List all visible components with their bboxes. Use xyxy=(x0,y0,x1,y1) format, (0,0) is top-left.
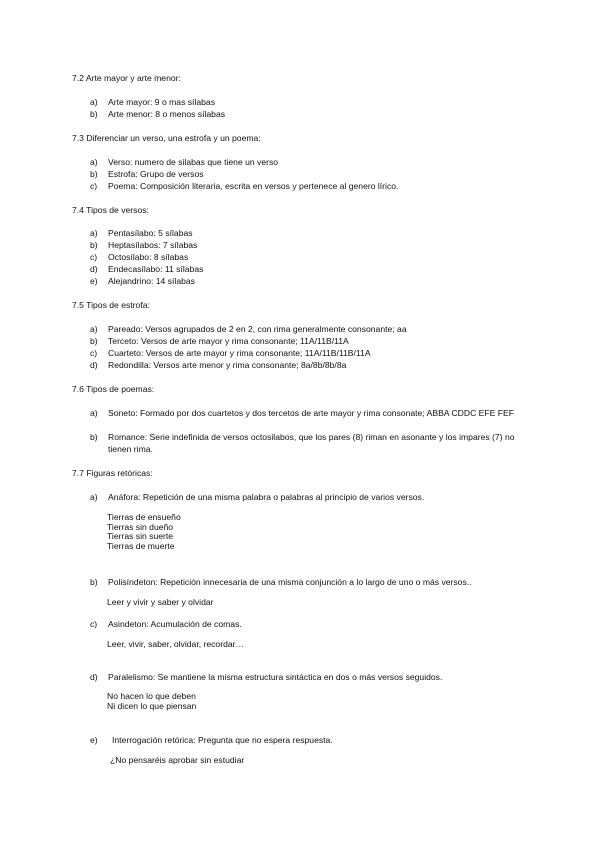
list-marker: b) xyxy=(90,336,98,346)
list-marker: a) xyxy=(90,492,98,502)
list-marker: d) xyxy=(90,672,98,682)
list-marker: b) xyxy=(90,169,98,179)
list-text: Asindeton: Acumulación de comas. xyxy=(108,619,242,629)
verse-line: Ni dicen lo que piensan xyxy=(107,700,197,711)
list-text: Anáfora: Repetición de una misma palabra o palabras al principio de varios versos. xyxy=(108,492,425,502)
list-marker: c) xyxy=(90,348,98,358)
list-item xyxy=(90,359,530,371)
list-text: Soneto: Formado por dos cuartetos y dos tercetos de arte mayor y rima consonate; ABBA CDDC EFE FEF xyxy=(108,408,514,418)
list-marker: d) xyxy=(90,360,98,370)
list-item xyxy=(90,576,530,588)
list-item xyxy=(90,108,530,120)
verse-line: No hacen lo que deben xyxy=(107,691,196,701)
list-marker: e) xyxy=(90,276,98,286)
list-text: Verso: numero de silabas que tiene un verso xyxy=(108,157,279,167)
list-item xyxy=(90,671,530,683)
section-heading: 7.6 Tipos de poemas: xyxy=(72,384,155,394)
list-marker: e) xyxy=(90,735,98,745)
list-marker: a) xyxy=(90,408,98,418)
list-item xyxy=(90,227,530,239)
list-text: Cuarteto: Versos de arte mayor y rima consonante; 11A/11B/11B/11A xyxy=(108,348,371,358)
list-text: Terceto: Versos de arte mayor y rima consonante; 11A/11B/11A xyxy=(108,336,349,346)
list-text: Poema: Composición literaria, escrita en versos y pertenece al genero lírico. xyxy=(108,181,399,191)
section-heading: 7.2 Arte mayor y arte menor: xyxy=(72,73,181,83)
list-text: Redondilla: Versos arte menor y rima consonante; 8a/8b/8b/8a xyxy=(108,360,347,370)
verse-line: ¿No pensaréis aprobar sin estudiar xyxy=(110,755,245,765)
section-heading: 7.7 Figuras retóricas: xyxy=(72,468,153,478)
example-verses xyxy=(110,756,244,766)
list-text: Pentasílabo: 5 sílabas xyxy=(108,228,193,238)
list-text: Octosílabo: 8 sílabas xyxy=(108,252,189,262)
list-text: Arte menor: 8 o menos sílabas xyxy=(108,109,226,119)
example-verses xyxy=(107,513,181,552)
verse-line: Tierras sin dueño xyxy=(107,521,174,532)
list-item xyxy=(90,96,530,108)
list-item xyxy=(90,239,530,251)
list-text: Endecasílabo: 11 sílabas xyxy=(108,264,204,274)
list-marker: b) xyxy=(90,577,98,587)
section-heading: 7.4 Tipos de versos: xyxy=(72,205,149,215)
list-text: Paralelismo: Se mantiene la misma estructura sintáctica en dos o más versos seguidos. xyxy=(108,672,443,682)
list-item xyxy=(90,263,530,275)
list-text: Arte mayor: 9 o mas sílabas xyxy=(108,97,215,107)
list-item xyxy=(90,275,530,287)
list-marker: a) xyxy=(90,324,98,334)
example-verses xyxy=(107,598,214,608)
list-marker: b) xyxy=(90,240,98,250)
verse-line: Leer y vivir y saber y olvidar xyxy=(107,597,214,607)
list-item xyxy=(90,407,530,419)
verse-line: Tierras sin suerte xyxy=(107,531,174,542)
list-marker: c) xyxy=(90,619,98,629)
verse-line: Tierras de ensueño xyxy=(107,512,181,522)
list-marker: c) xyxy=(90,181,98,191)
list-item xyxy=(90,156,530,168)
list-text: Pareado: Versos agrupados de 2 en 2, con rima generalmente consonante; aa xyxy=(108,324,407,334)
list-text: Estrofa: Grupo de versos xyxy=(108,169,204,179)
list-item xyxy=(90,251,530,263)
list-text: Alejandrino: 14 sílabas xyxy=(108,276,195,286)
list-text: Heptasílabos: 7 sílabas xyxy=(108,240,198,250)
verse-line: Tierras de muerte xyxy=(107,541,175,552)
example-verses xyxy=(107,692,196,711)
list-marker: a) xyxy=(90,228,98,238)
list-item xyxy=(90,323,530,335)
section-heading: 7.5 Tipos de estrofa: xyxy=(72,300,150,310)
list-item xyxy=(90,734,530,746)
example-verses xyxy=(107,640,244,650)
list-item xyxy=(90,168,530,180)
section-heading: 7.3 Diferenciar un verso, una estrofa y un poema: xyxy=(72,133,261,143)
list-marker: b) xyxy=(90,109,98,119)
list-item xyxy=(90,618,530,630)
list-item xyxy=(90,335,530,347)
list-item xyxy=(90,180,530,192)
list-text: Polisíndeton: Repetición innecesaria de una misma conjunción a lo largo de uno o más versos.. xyxy=(108,577,472,587)
list-item xyxy=(90,347,530,359)
list-marker: b) xyxy=(90,432,98,442)
list-marker: a) xyxy=(90,97,98,107)
list-text: Romance: Serie indefinida de versos octosilabos, que los pares (8) riman en asonante y los impares (7) no tienen rima. xyxy=(108,432,515,454)
list-item xyxy=(90,431,530,455)
list-marker: a) xyxy=(90,157,98,167)
list-text: Interrogación retórica: Pregunta que no espera respuesta. xyxy=(112,735,333,745)
verse-line: Leer, vivir, saber, olvidar, recordar… xyxy=(107,639,245,649)
list-marker: d) xyxy=(90,264,98,274)
list-item xyxy=(90,491,530,503)
list-marker: c) xyxy=(90,252,98,262)
